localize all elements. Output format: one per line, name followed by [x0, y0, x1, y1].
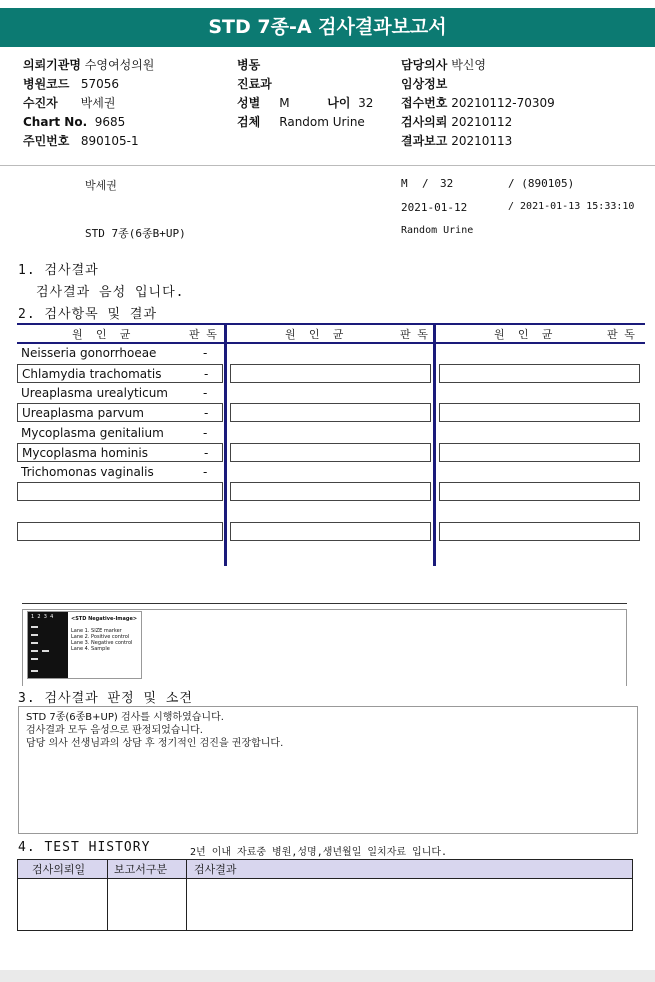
table-row-empty: [17, 482, 223, 501]
pathogen-result: -: [204, 367, 209, 381]
info-col-1: [23, 56, 154, 150]
column-separator-1: [224, 324, 227, 566]
value-chart-no: 9685: [94, 115, 126, 129]
header-divider: [0, 165, 655, 166]
table-row-empty: [17, 522, 223, 541]
pathogen-name: Chlamydia trachomatis: [22, 367, 162, 381]
table-row-empty: [439, 522, 640, 541]
section2-title: 2. 검사항목 및 결과: [18, 307, 158, 322]
gel-lanes: [28, 612, 68, 678]
label-request-date: 검사의뢰: [401, 115, 448, 129]
pathogen-result: -: [203, 346, 208, 360]
gel-image-panel: [22, 603, 627, 686]
column-separator-2: [433, 324, 436, 566]
pathogen-name: Ureaplasma parvum: [22, 406, 144, 420]
table-row-empty: [439, 443, 640, 462]
label-age: 나이: [327, 96, 351, 110]
section1-title: 1. 검사결과: [18, 263, 99, 278]
label-chart-no: Chart No.: [23, 115, 88, 129]
pathogen-result: -: [203, 465, 208, 479]
history-header-row: [18, 860, 632, 879]
col-result-2: 판 독: [400, 328, 428, 341]
table-row: [17, 364, 223, 383]
gel-band: [31, 626, 38, 628]
table-row: [17, 424, 223, 442]
gel-caption: [71, 616, 137, 652]
table-row: [17, 344, 223, 362]
label-department: 진료과: [237, 77, 272, 91]
history-col-divider: [186, 860, 187, 930]
report-datetime: / 2021-01-13 15:33:10: [508, 201, 635, 212]
section1-text: 검사결과 음성 입니다.: [36, 285, 185, 300]
section3-title: 3. 검사결과 판정 및 소견: [18, 691, 193, 706]
table-row-empty: [439, 403, 640, 422]
table-row: [17, 384, 223, 402]
test-date: 2021-01-12: [401, 201, 468, 214]
table-row: [17, 463, 223, 481]
value-sex: M: [279, 96, 290, 110]
label-hospital-code: 병원코드: [23, 77, 70, 91]
col-group-3-head: [437, 324, 643, 342]
history-col-result: 검사결과: [194, 863, 237, 876]
table-row-empty: [439, 482, 640, 501]
value-specimen: Random Urine: [279, 115, 365, 129]
page-footer-band: [0, 970, 655, 982]
report-title: STD 7종-A 검사결과보고서: [0, 8, 655, 47]
gel-legend-1: Lane 1. SIZE marker: [71, 628, 122, 634]
patient-age: 32: [440, 177, 454, 190]
patient-name: 박세권: [85, 179, 117, 192]
col-result-3: 판 독: [607, 328, 635, 341]
history-table: [17, 859, 633, 931]
label-sex: 성별: [237, 96, 261, 110]
gel-band: [31, 650, 38, 652]
pathogen-name: Mycoplasma genitalium: [21, 426, 164, 440]
history-col-divider: [107, 860, 108, 930]
history-col-report-type: 보고서구분: [114, 863, 168, 876]
label-doctor: 담당의사: [401, 58, 448, 72]
pathogen-name: Mycoplasma hominis: [22, 446, 148, 460]
value-report-date: 20210113: [451, 134, 513, 148]
section4-title: 4. TEST HISTORY: [18, 840, 151, 855]
findings-box: [18, 706, 638, 834]
specimen-name: Random Urine: [401, 225, 474, 236]
table-row-empty: [230, 522, 431, 541]
table-row-empty: [439, 364, 640, 383]
label-resident-no: 주민번호: [23, 134, 70, 148]
pathogen-name: Ureaplasma urealyticum: [21, 386, 168, 400]
pathogen-result: -: [203, 386, 208, 400]
value-doctor: 박신영: [451, 58, 486, 72]
patient-slash: /: [422, 177, 429, 190]
test-name: STD 7종(6종B+UP): [85, 227, 186, 240]
pathogen-name: Neisseria gonorrhoeae: [21, 346, 157, 360]
gel-legend-3: Lane 3. Negative control: [71, 640, 133, 646]
value-request-date: 20210112: [451, 115, 513, 129]
findings-line-3: 담당 의사 선생님과의 상담 후 정기적인 검진을 권장합니다.: [26, 738, 284, 749]
gel-panel-top-rule: [22, 603, 627, 604]
value-patient: 박세권: [80, 96, 116, 110]
gel-electrophoresis-image: [27, 611, 142, 679]
gel-band: [31, 634, 38, 636]
table-row: [17, 403, 223, 422]
col-group-1-head: [17, 324, 225, 342]
patient-sex: M: [401, 177, 408, 190]
table-row-empty: [230, 482, 431, 501]
value-resident-no: 890105-1: [80, 134, 139, 148]
pathogen-result: -: [204, 446, 209, 460]
table-row-empty: [230, 403, 431, 422]
pathogen-result: -: [204, 406, 209, 420]
gel-caption-title: <STD Negative-Image>: [71, 616, 138, 622]
col-pathogen-1: 원 인 균: [72, 328, 131, 341]
info-col-3: [401, 56, 555, 150]
pathogen-name: Trichomonas vaginalis: [21, 465, 154, 479]
gel-band: [42, 650, 49, 652]
col-pathogen-2: 원 인 균: [285, 328, 344, 341]
gel-band: [31, 642, 38, 644]
label-clinical-info: 임상정보: [401, 77, 448, 91]
label-patient: 수진자: [23, 96, 58, 110]
history-col-request-date: 검사의뢰일: [32, 863, 86, 876]
value-institution: 수영여성의원: [84, 58, 155, 72]
table-row-empty: [230, 364, 431, 383]
label-specimen: 검체: [237, 115, 261, 129]
findings-line-1: STD 7종(6종B+UP) 검사를 시행하였습니다.: [26, 712, 224, 723]
gel-band: [31, 670, 38, 672]
findings-line-2: 검사결과 모두 음성으로 판정되었습니다.: [26, 725, 203, 736]
col-result-1: 판 독: [189, 328, 217, 341]
gel-band: [31, 658, 38, 660]
history-note: 2년 이내 자료중 병원,성명,생년월일 일치자료 입니다.: [190, 847, 448, 858]
patient-id: / (890105): [508, 177, 575, 190]
value-age: 32: [358, 96, 374, 110]
info-col-2: [237, 56, 373, 131]
label-report-date: 결과보고: [401, 134, 448, 148]
gel-legend-4: Lane 4. Sample: [71, 646, 110, 652]
col-pathogen-3: 원 인 균: [494, 328, 553, 341]
table-row-empty: [230, 443, 431, 462]
label-institution: 의뢰기관명: [23, 58, 81, 72]
pathogen-result: -: [203, 426, 208, 440]
value-reception-no: 20210112-70309: [451, 96, 555, 110]
col-group-2-head: [228, 324, 434, 342]
gel-lane-numbers: 1 2 3 4: [31, 614, 54, 620]
gel-legend-2: Lane 2. Positive control: [71, 634, 130, 640]
table-row: [17, 443, 223, 462]
label-ward: 병동: [237, 58, 261, 72]
label-reception-no: 접수번호: [401, 96, 448, 110]
value-hospital-code: 57056: [80, 77, 120, 91]
